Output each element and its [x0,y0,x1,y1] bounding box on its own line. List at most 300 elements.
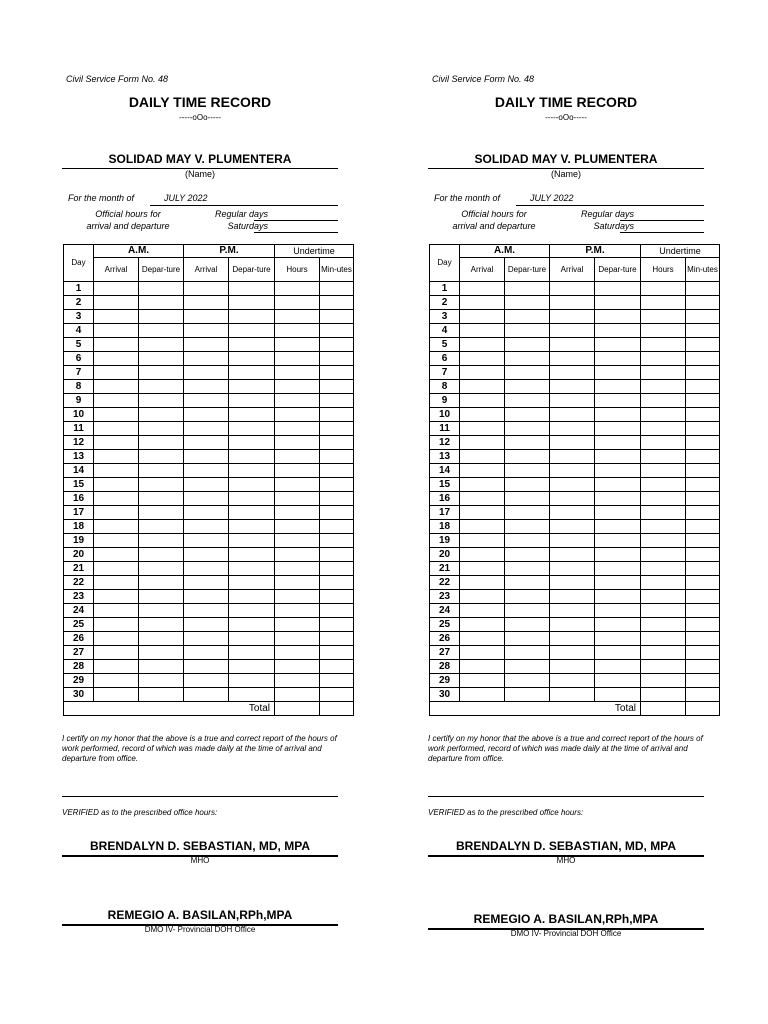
saturdays-field[interactable] [254,232,338,233]
am-arrival-cell[interactable] [460,492,505,506]
undertime-hours-cell[interactable] [275,478,320,492]
am-arrival-cell[interactable] [460,352,505,366]
am-arrival-cell[interactable] [460,576,505,590]
am-departure-cell[interactable] [139,436,184,450]
undertime-hours-cell[interactable] [275,352,320,366]
pm-departure-cell[interactable] [229,408,275,422]
pm-arrival-cell[interactable] [184,478,229,492]
undertime-minutes-cell[interactable] [320,520,354,534]
am-arrival-cell[interactable] [94,632,139,646]
undertime-minutes-cell[interactable] [686,310,720,324]
pm-arrival-cell[interactable] [184,408,229,422]
am-arrival-cell[interactable] [94,660,139,674]
pm-arrival-cell[interactable] [550,534,595,548]
undertime-hours-cell[interactable] [275,688,320,702]
pm-arrival-cell[interactable] [550,646,595,660]
am-departure-cell[interactable] [505,408,550,422]
am-departure-cell[interactable] [505,296,550,310]
am-arrival-cell[interactable] [94,618,139,632]
undertime-minutes-cell[interactable] [686,324,720,338]
undertime-minutes-cell[interactable] [320,604,354,618]
pm-arrival-cell[interactable] [550,380,595,394]
undertime-hours-cell[interactable] [275,632,320,646]
am-departure-cell[interactable] [505,618,550,632]
undertime-minutes-cell[interactable] [320,366,354,380]
pm-arrival-cell[interactable] [184,282,229,296]
undertime-hours-cell[interactable] [641,422,686,436]
pm-departure-cell[interactable] [595,450,641,464]
am-arrival-cell[interactable] [94,436,139,450]
am-departure-cell[interactable] [505,688,550,702]
pm-departure-cell[interactable] [595,324,641,338]
pm-departure-cell[interactable] [229,282,275,296]
am-departure-cell[interactable] [505,282,550,296]
undertime-hours-cell[interactable] [641,352,686,366]
pm-arrival-cell[interactable] [184,366,229,380]
pm-departure-cell[interactable] [229,660,275,674]
am-arrival-cell[interactable] [94,520,139,534]
pm-departure-cell[interactable] [595,436,641,450]
undertime-hours-cell[interactable] [275,576,320,590]
undertime-minutes-cell[interactable] [320,618,354,632]
undertime-minutes-cell[interactable] [320,282,354,296]
pm-departure-cell[interactable] [229,576,275,590]
undertime-minutes-cell[interactable] [686,534,720,548]
pm-arrival-cell[interactable] [550,310,595,324]
pm-departure-cell[interactable] [595,506,641,520]
undertime-minutes-cell[interactable] [686,618,720,632]
am-departure-cell[interactable] [139,352,184,366]
am-departure-cell[interactable] [139,548,184,562]
pm-departure-cell[interactable] [229,548,275,562]
am-arrival-cell[interactable] [460,604,505,618]
undertime-hours-cell[interactable] [641,660,686,674]
pm-departure-cell[interactable] [229,436,275,450]
undertime-hours-cell[interactable] [275,366,320,380]
undertime-hours-cell[interactable] [641,688,686,702]
regular-days-field[interactable] [254,220,338,221]
undertime-hours-cell[interactable] [641,408,686,422]
pm-arrival-cell[interactable] [184,548,229,562]
am-arrival-cell[interactable] [94,408,139,422]
undertime-hours-cell[interactable] [641,380,686,394]
am-arrival-cell[interactable] [460,366,505,380]
undertime-minutes-cell[interactable] [320,352,354,366]
pm-arrival-cell[interactable] [184,534,229,548]
undertime-minutes-cell[interactable] [686,548,720,562]
am-arrival-cell[interactable] [94,506,139,520]
undertime-minutes-cell[interactable] [320,478,354,492]
undertime-minutes-cell[interactable] [320,394,354,408]
undertime-minutes-cell[interactable] [686,520,720,534]
am-arrival-cell[interactable] [94,492,139,506]
pm-arrival-cell[interactable] [550,394,595,408]
am-departure-cell[interactable] [139,590,184,604]
undertime-minutes-cell[interactable] [686,604,720,618]
undertime-minutes-cell[interactable] [686,688,720,702]
undertime-minutes-cell[interactable] [686,464,720,478]
undertime-minutes-cell[interactable] [320,492,354,506]
pm-departure-cell[interactable] [229,422,275,436]
pm-arrival-cell[interactable] [184,562,229,576]
pm-departure-cell[interactable] [595,590,641,604]
saturdays-field[interactable] [620,232,704,233]
undertime-hours-cell[interactable] [275,464,320,478]
pm-arrival-cell[interactable] [184,450,229,464]
undertime-hours-cell[interactable] [275,380,320,394]
pm-arrival-cell[interactable] [550,618,595,632]
pm-departure-cell[interactable] [595,352,641,366]
undertime-hours-cell[interactable] [275,338,320,352]
pm-departure-cell[interactable] [229,632,275,646]
undertime-minutes-cell[interactable] [320,422,354,436]
am-departure-cell[interactable] [139,520,184,534]
pm-arrival-cell[interactable] [550,478,595,492]
undertime-hours-cell[interactable] [275,282,320,296]
undertime-minutes-cell[interactable] [686,380,720,394]
pm-arrival-cell[interactable] [550,422,595,436]
am-arrival-cell[interactable] [460,618,505,632]
am-arrival-cell[interactable] [460,408,505,422]
undertime-minutes-cell[interactable] [686,408,720,422]
undertime-hours-cell[interactable] [641,338,686,352]
pm-departure-cell[interactable] [229,324,275,338]
am-departure-cell[interactable] [139,660,184,674]
pm-departure-cell[interactable] [595,646,641,660]
am-departure-cell[interactable] [139,380,184,394]
undertime-hours-cell[interactable] [275,394,320,408]
pm-arrival-cell[interactable] [550,590,595,604]
employee-signature-line[interactable] [62,796,338,797]
pm-arrival-cell[interactable] [184,422,229,436]
am-arrival-cell[interactable] [460,380,505,394]
pm-arrival-cell[interactable] [184,688,229,702]
undertime-minutes-cell[interactable] [686,338,720,352]
am-arrival-cell[interactable] [460,296,505,310]
pm-departure-cell[interactable] [595,604,641,618]
undertime-minutes-cell[interactable] [320,408,354,422]
employee-signature-line[interactable] [428,796,704,797]
am-departure-cell[interactable] [139,506,184,520]
am-arrival-cell[interactable] [94,576,139,590]
pm-arrival-cell[interactable] [550,296,595,310]
pm-arrival-cell[interactable] [184,520,229,534]
am-arrival-cell[interactable] [94,282,139,296]
undertime-hours-cell[interactable] [641,394,686,408]
am-departure-cell[interactable] [139,408,184,422]
am-departure-cell[interactable] [139,604,184,618]
undertime-minutes-cell[interactable] [320,548,354,562]
undertime-minutes-cell[interactable] [686,674,720,688]
undertime-hours-cell[interactable] [275,660,320,674]
am-departure-cell[interactable] [505,324,550,338]
undertime-minutes-cell[interactable] [686,436,720,450]
undertime-hours-cell[interactable] [641,674,686,688]
pm-departure-cell[interactable] [595,380,641,394]
undertime-hours-cell[interactable] [641,520,686,534]
am-arrival-cell[interactable] [94,296,139,310]
am-departure-cell[interactable] [139,338,184,352]
undertime-hours-cell[interactable] [275,590,320,604]
am-departure-cell[interactable] [139,324,184,338]
am-arrival-cell[interactable] [460,464,505,478]
pm-arrival-cell[interactable] [184,674,229,688]
pm-arrival-cell[interactable] [550,562,595,576]
am-arrival-cell[interactable] [460,660,505,674]
am-departure-cell[interactable] [505,464,550,478]
pm-departure-cell[interactable] [595,478,641,492]
pm-departure-cell[interactable] [229,366,275,380]
pm-departure-cell[interactable] [229,688,275,702]
undertime-minutes-cell[interactable] [320,324,354,338]
pm-arrival-cell[interactable] [550,366,595,380]
undertime-hours-cell[interactable] [641,464,686,478]
undertime-minutes-cell[interactable] [686,282,720,296]
am-departure-cell[interactable] [505,548,550,562]
am-arrival-cell[interactable] [94,366,139,380]
pm-departure-cell[interactable] [229,478,275,492]
am-arrival-cell[interactable] [460,688,505,702]
pm-arrival-cell[interactable] [184,324,229,338]
undertime-hours-cell[interactable] [641,296,686,310]
pm-departure-cell[interactable] [229,618,275,632]
undertime-hours-cell[interactable] [641,618,686,632]
am-arrival-cell[interactable] [94,548,139,562]
pm-departure-cell[interactable] [229,604,275,618]
pm-arrival-cell[interactable] [550,338,595,352]
am-departure-cell[interactable] [139,478,184,492]
undertime-minutes-cell[interactable] [320,310,354,324]
pm-arrival-cell[interactable] [184,296,229,310]
am-departure-cell[interactable] [139,366,184,380]
undertime-minutes-cell[interactable] [686,492,720,506]
am-arrival-cell[interactable] [460,534,505,548]
am-arrival-cell[interactable] [94,352,139,366]
undertime-hours-cell[interactable] [641,324,686,338]
am-departure-cell[interactable] [139,688,184,702]
undertime-hours-cell[interactable] [275,646,320,660]
pm-arrival-cell[interactable] [550,660,595,674]
undertime-minutes-cell[interactable] [320,296,354,310]
undertime-minutes-cell[interactable] [686,366,720,380]
am-departure-cell[interactable] [505,660,550,674]
pm-departure-cell[interactable] [229,674,275,688]
am-departure-cell[interactable] [139,618,184,632]
am-departure-cell[interactable] [505,310,550,324]
am-arrival-cell[interactable] [94,674,139,688]
am-departure-cell[interactable] [505,646,550,660]
am-arrival-cell[interactable] [460,632,505,646]
undertime-minutes-cell[interactable] [686,422,720,436]
am-arrival-cell[interactable] [94,394,139,408]
pm-arrival-cell[interactable] [184,660,229,674]
am-arrival-cell[interactable] [94,422,139,436]
pm-departure-cell[interactable] [595,660,641,674]
pm-arrival-cell[interactable] [550,352,595,366]
am-departure-cell[interactable] [139,492,184,506]
undertime-minutes-cell[interactable] [686,576,720,590]
pm-departure-cell[interactable] [595,618,641,632]
undertime-hours-cell[interactable] [641,478,686,492]
pm-departure-cell[interactable] [229,646,275,660]
undertime-minutes-cell[interactable] [686,646,720,660]
pm-arrival-cell[interactable] [550,604,595,618]
pm-arrival-cell[interactable] [550,674,595,688]
pm-departure-cell[interactable] [595,366,641,380]
am-arrival-cell[interactable] [460,646,505,660]
pm-departure-cell[interactable] [229,352,275,366]
pm-departure-cell[interactable] [595,688,641,702]
am-arrival-cell[interactable] [460,338,505,352]
am-arrival-cell[interactable] [460,478,505,492]
am-departure-cell[interactable] [505,520,550,534]
am-arrival-cell[interactable] [460,436,505,450]
pm-arrival-cell[interactable] [184,618,229,632]
am-arrival-cell[interactable] [94,324,139,338]
pm-departure-cell[interactable] [229,310,275,324]
am-arrival-cell[interactable] [460,590,505,604]
undertime-hours-cell[interactable] [641,548,686,562]
undertime-minutes-cell[interactable] [686,352,720,366]
pm-arrival-cell[interactable] [550,576,595,590]
am-departure-cell[interactable] [505,436,550,450]
pm-departure-cell[interactable] [595,520,641,534]
am-arrival-cell[interactable] [94,688,139,702]
pm-departure-cell[interactable] [229,464,275,478]
pm-departure-cell[interactable] [595,464,641,478]
total-minutes-cell[interactable] [686,702,720,716]
undertime-hours-cell[interactable] [275,520,320,534]
pm-arrival-cell[interactable] [184,352,229,366]
am-departure-cell[interactable] [505,604,550,618]
am-arrival-cell[interactable] [460,394,505,408]
am-arrival-cell[interactable] [94,604,139,618]
pm-departure-cell[interactable] [595,534,641,548]
am-departure-cell[interactable] [505,562,550,576]
undertime-hours-cell[interactable] [641,576,686,590]
undertime-minutes-cell[interactable] [320,688,354,702]
am-arrival-cell[interactable] [94,310,139,324]
undertime-minutes-cell[interactable] [320,674,354,688]
undertime-hours-cell[interactable] [275,422,320,436]
undertime-minutes-cell[interactable] [320,506,354,520]
am-arrival-cell[interactable] [460,674,505,688]
am-departure-cell[interactable] [505,632,550,646]
am-departure-cell[interactable] [505,674,550,688]
pm-departure-cell[interactable] [229,492,275,506]
am-arrival-cell[interactable] [460,324,505,338]
am-arrival-cell[interactable] [94,534,139,548]
undertime-hours-cell[interactable] [275,674,320,688]
undertime-minutes-cell[interactable] [686,660,720,674]
undertime-hours-cell[interactable] [641,450,686,464]
pm-departure-cell[interactable] [229,450,275,464]
undertime-hours-cell[interactable] [275,324,320,338]
undertime-hours-cell[interactable] [641,562,686,576]
undertime-hours-cell[interactable] [641,646,686,660]
undertime-minutes-cell[interactable] [320,632,354,646]
am-arrival-cell[interactable] [460,282,505,296]
undertime-hours-cell[interactable] [641,604,686,618]
undertime-minutes-cell[interactable] [320,450,354,464]
pm-arrival-cell[interactable] [184,464,229,478]
pm-departure-cell[interactable] [595,422,641,436]
undertime-hours-cell[interactable] [275,506,320,520]
pm-arrival-cell[interactable] [184,380,229,394]
pm-arrival-cell[interactable] [550,450,595,464]
pm-departure-cell[interactable] [595,576,641,590]
pm-arrival-cell[interactable] [184,590,229,604]
am-departure-cell[interactable] [139,282,184,296]
am-departure-cell[interactable] [505,380,550,394]
pm-arrival-cell[interactable] [550,324,595,338]
undertime-hours-cell[interactable] [641,492,686,506]
undertime-hours-cell[interactable] [641,436,686,450]
am-departure-cell[interactable] [505,394,550,408]
pm-departure-cell[interactable] [595,548,641,562]
am-arrival-cell[interactable] [460,450,505,464]
undertime-hours-cell[interactable] [275,618,320,632]
am-arrival-cell[interactable] [94,478,139,492]
am-departure-cell[interactable] [139,296,184,310]
undertime-hours-cell[interactable] [275,408,320,422]
undertime-minutes-cell[interactable] [686,478,720,492]
undertime-minutes-cell[interactable] [320,436,354,450]
pm-departure-cell[interactable] [229,520,275,534]
pm-arrival-cell[interactable] [550,282,595,296]
am-departure-cell[interactable] [139,450,184,464]
am-arrival-cell[interactable] [460,506,505,520]
pm-departure-cell[interactable] [595,492,641,506]
undertime-minutes-cell[interactable] [686,632,720,646]
undertime-minutes-cell[interactable] [320,590,354,604]
pm-arrival-cell[interactable] [550,492,595,506]
am-departure-cell[interactable] [139,464,184,478]
undertime-hours-cell[interactable] [641,282,686,296]
pm-departure-cell[interactable] [595,338,641,352]
am-departure-cell[interactable] [139,394,184,408]
undertime-minutes-cell[interactable] [320,338,354,352]
undertime-minutes-cell[interactable] [686,394,720,408]
am-arrival-cell[interactable] [460,310,505,324]
pm-departure-cell[interactable] [595,394,641,408]
pm-arrival-cell[interactable] [184,646,229,660]
am-departure-cell[interactable] [139,562,184,576]
am-arrival-cell[interactable] [94,380,139,394]
pm-departure-cell[interactable] [595,674,641,688]
undertime-hours-cell[interactable] [641,534,686,548]
am-departure-cell[interactable] [139,674,184,688]
pm-departure-cell[interactable] [229,338,275,352]
undertime-hours-cell[interactable] [641,590,686,604]
pm-departure-cell[interactable] [229,562,275,576]
pm-departure-cell[interactable] [229,394,275,408]
undertime-hours-cell[interactable] [275,562,320,576]
pm-arrival-cell[interactable] [550,506,595,520]
undertime-hours-cell[interactable] [641,366,686,380]
undertime-minutes-cell[interactable] [320,660,354,674]
pm-arrival-cell[interactable] [550,632,595,646]
pm-departure-cell[interactable] [595,408,641,422]
am-departure-cell[interactable] [505,590,550,604]
undertime-minutes-cell[interactable] [320,464,354,478]
undertime-hours-cell[interactable] [275,310,320,324]
undertime-minutes-cell[interactable] [320,576,354,590]
undertime-minutes-cell[interactable] [320,646,354,660]
am-departure-cell[interactable] [139,422,184,436]
pm-departure-cell[interactable] [595,296,641,310]
am-departure-cell[interactable] [505,352,550,366]
